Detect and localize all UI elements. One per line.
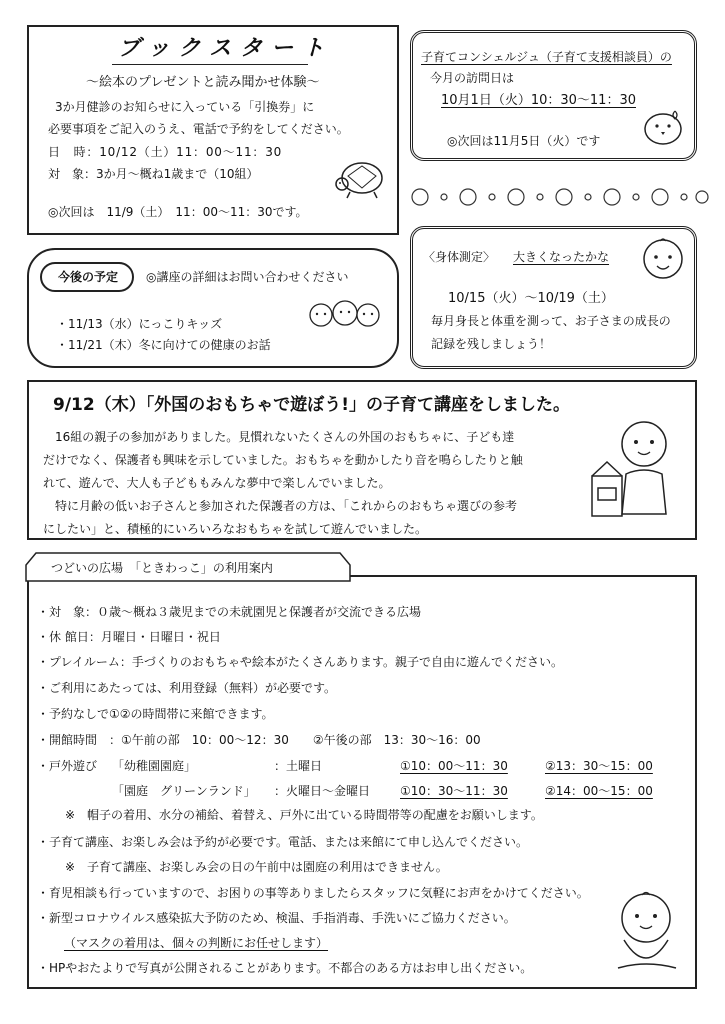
guide-item-target: ・対 象：０歳～概ね３歳児までの未就園児と保護者が交流できる広場 bbox=[37, 605, 422, 619]
bookstart-target: 対 象：3か月～概ね1歳まで（10組） bbox=[48, 167, 259, 181]
guide-outdoor-label: ・戸外遊び bbox=[37, 759, 98, 773]
bookstart-line2: 必要事項をご記入のうえ、電話で予約をしてください。 bbox=[48, 122, 349, 136]
guide-outdoor1-time1: ①10：00～11：30 bbox=[400, 759, 508, 773]
bookstart-title-underline bbox=[112, 64, 308, 65]
guide-outdoor2-time2: ②14：00～15：00 bbox=[545, 784, 653, 798]
report-title: 9/12（木）「外国のおもちゃで遊ぼう!」の子育て講座をしました。 bbox=[53, 395, 570, 415]
bookstart-subtitle: ～絵本のプレゼントと読み聞かせ体験～ bbox=[86, 75, 320, 90]
guide-item-hours: ・開館時間 ：①午前の部 10：00～12：30 ②午後の部 13：30～16：00 bbox=[37, 733, 481, 747]
guide-outdoor1-day: ：土曜日 bbox=[274, 759, 323, 773]
measure-line2: 記録を残しましょう！ bbox=[431, 337, 552, 351]
concierge-line1: 子育てコンシェルジュ（子育て支援相談員）の bbox=[421, 50, 672, 64]
baby-sitting-icon bbox=[610, 890, 684, 974]
measure-title: 大きくなったかな bbox=[513, 250, 610, 264]
bookstart-line1: 3か月健診のお知らせに入っている「引換券」に bbox=[55, 100, 315, 114]
concierge-date: 10月1日（火）10：30～11：30 bbox=[441, 93, 636, 108]
concierge-line2: 今月の訪問日は bbox=[430, 71, 515, 85]
schedule-item-2: ・11/21（木）冬に向けての健康のお話 bbox=[56, 338, 271, 352]
report-line-4: 特に月齢の低いお子さんと参加された保護者の方は、「これからのおもちゃ選びの参考 bbox=[43, 499, 518, 513]
guide-item-consult: ・育児相談も行っていますので、お困りの事等ありましたらスタッフに気軽にお声をかけてください。 bbox=[37, 886, 589, 900]
children-group-icon bbox=[305, 293, 383, 335]
bookstart-date: 日 時：10/12（土）11：00～11：30 bbox=[48, 145, 283, 159]
guide-note-garden: ※ 子育て講座、お楽しみ会の日の午前中は園庭の利用はできません。 bbox=[65, 860, 448, 874]
bookstart-title: ブックスタート bbox=[118, 36, 334, 61]
measure-date: 10/15（火）～10/19（土） bbox=[448, 291, 614, 306]
turtle-icon bbox=[334, 150, 394, 200]
guide-item-register: ・ご利用にあたっては、利用登録（無料）が必要です。 bbox=[37, 681, 337, 695]
child-blocks-icon bbox=[582, 418, 682, 523]
guide-mask-note: （マスクの着用は、個々の判断にお任せします） bbox=[64, 936, 329, 950]
guide-outdoor1-time2: ②13：30～15：00 bbox=[545, 759, 653, 773]
report-line-5: にしたい」と、積極的にいろいろなおもちゃを試して遊んでいました。 bbox=[43, 522, 428, 536]
guide-item-closed: ・休 館日：月曜日・日曜日・祝日 bbox=[37, 630, 221, 644]
guide-item-noreserve: ・予約なしで①②の時間帯に来館できます。 bbox=[37, 707, 274, 721]
guide-outdoor1-place: 「幼稚園園庭」 bbox=[112, 759, 197, 773]
measure-label: 〈身体測定〉 bbox=[423, 250, 496, 264]
report-line-1: 16組の親子の参加がありました。見慣れないたくさんの外国のおもちゃに、子ども達 bbox=[43, 430, 515, 444]
schedule-item-1: ・11/13（水）にっこりキッズ bbox=[56, 317, 223, 331]
food-border-decoration bbox=[408, 184, 708, 210]
guide-item-hp: ・HPやおたよりで写真が公開されることがあります。不都合のある方はお申し出ください。 bbox=[37, 961, 533, 975]
guide-item-covid: ・新型コロナウイルス感染拡大予防のため、検温、手指消毒、手洗いにご協力ください。 bbox=[37, 911, 516, 925]
report-line-3: れて、遊んで、大人も子どももみんな夢中で楽しんでいました。 bbox=[43, 476, 391, 490]
chick-icon bbox=[641, 105, 687, 147]
guide-outdoor2-time1: ①10：30～11：30 bbox=[400, 784, 508, 798]
schedule-note: ◎講座の詳細はお問い合わせください bbox=[146, 270, 349, 284]
guide-item-reserve: ・子育て講座、お楽しみ会は予約が必要です。電話、または来館にて申し込んでください。 bbox=[37, 835, 529, 849]
measure-line1: 毎月身長と体重を測って、お子さまの成長の bbox=[431, 314, 671, 328]
concierge-next: ◎次回は11月5日（火）です bbox=[447, 134, 601, 148]
guide-outdoor2-day: ：火曜日～金曜日 bbox=[274, 784, 371, 798]
guide-note-outdoor: ※ 帽子の着用、水分の補給、着替え、戸外に出ている時間帯等の配慮をお願いします。 bbox=[65, 808, 543, 822]
schedule-label: 今後の予定 bbox=[58, 270, 119, 284]
guide-item-playroom: ・プレイルーム：手づくりのおもちゃや絵本がたくさんあります。親子で自由に遊んでください。 bbox=[37, 655, 563, 669]
guide-outdoor2-place: 「園庭 グリーンランド」 bbox=[112, 784, 256, 798]
bookstart-next: ◎次回は 11/9（土） 11：00～11：30です。 bbox=[48, 205, 308, 219]
baby-face-icon bbox=[640, 236, 686, 282]
guide-tab-label: つどいの広場 「ときわっこ」の利用案内 bbox=[51, 561, 273, 575]
report-line-2: だけでなく、保護者も興味を示していました。おもちゃを動かしたり音を鳴らしたりと触 bbox=[43, 453, 523, 467]
